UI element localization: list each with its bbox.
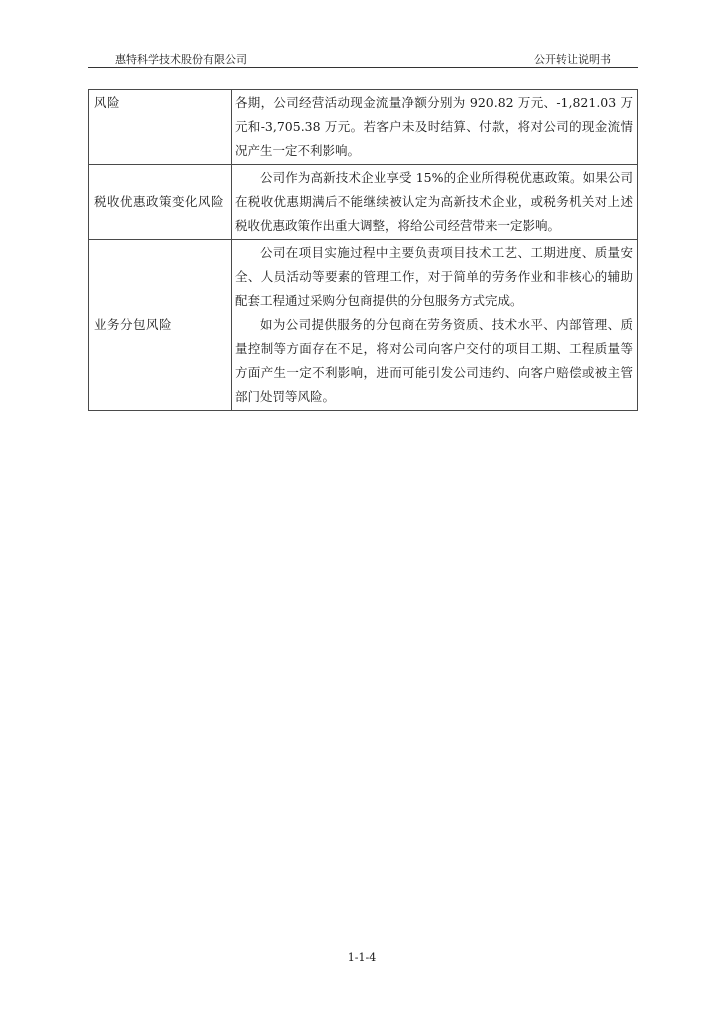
risk-name: 税收优惠政策变化风险 [94, 194, 225, 209]
table-row [89, 165, 638, 240]
page-number: 1-1-4 [347, 951, 377, 964]
risk-description-paragraph: 如为公司提供服务的分包商在劳务资质、技术水平、内部管理、质量控制等方面存在不足，将对公司向客户交付的项目工期、工程质量等方面产生一定不利影响，进而可能引发公司违约、向客户赔偿或被主管部门处罚等风险。 [235, 317, 633, 404]
risk-name-cell [89, 165, 232, 240]
document-title: 公开转让说明书 [534, 53, 611, 66]
risk-name-cell [89, 240, 232, 411]
table-row [89, 240, 638, 411]
risk-description-cell [232, 165, 638, 240]
risk-description-cell [232, 240, 638, 411]
risk-description-paragraph: 公司在项目实施过程中主要负责项目技术工艺、工期进度、质量安全、人员活动等要素的管理工作，对于简单的劳务作业和非核心的辅助配套工程通过采购分包商提供的分包服务方式完成。 [235, 245, 633, 308]
risk-description-cell [232, 90, 638, 165]
header-divider [88, 67, 638, 68]
table-row [89, 90, 638, 165]
risk-table [88, 89, 638, 411]
risk-description-paragraph: 公司作为高新技术企业享受 15%的企业所得税优惠政策。如果公司在税收优惠期满后不能继续被认定为高新技术企业，或税务机关对上述税收优惠政策作出重大调整，将给公司经营带来一定影响。 [235, 170, 633, 233]
risk-name-cell [89, 90, 232, 165]
company-name: 惠特科学技术股份有限公司 [115, 53, 247, 66]
risk-name: 业务分包风险 [94, 317, 173, 332]
risk-name: 风险 [94, 95, 121, 110]
risk-description-paragraph: 各期，公司经营活动现金流量净额分别为 920.82 万元、-1,821.03 万元和-3,705.38 万元。若客户未及时结算、付款，将对公司的现金流情况产生一定不利影响。 [235, 95, 633, 158]
